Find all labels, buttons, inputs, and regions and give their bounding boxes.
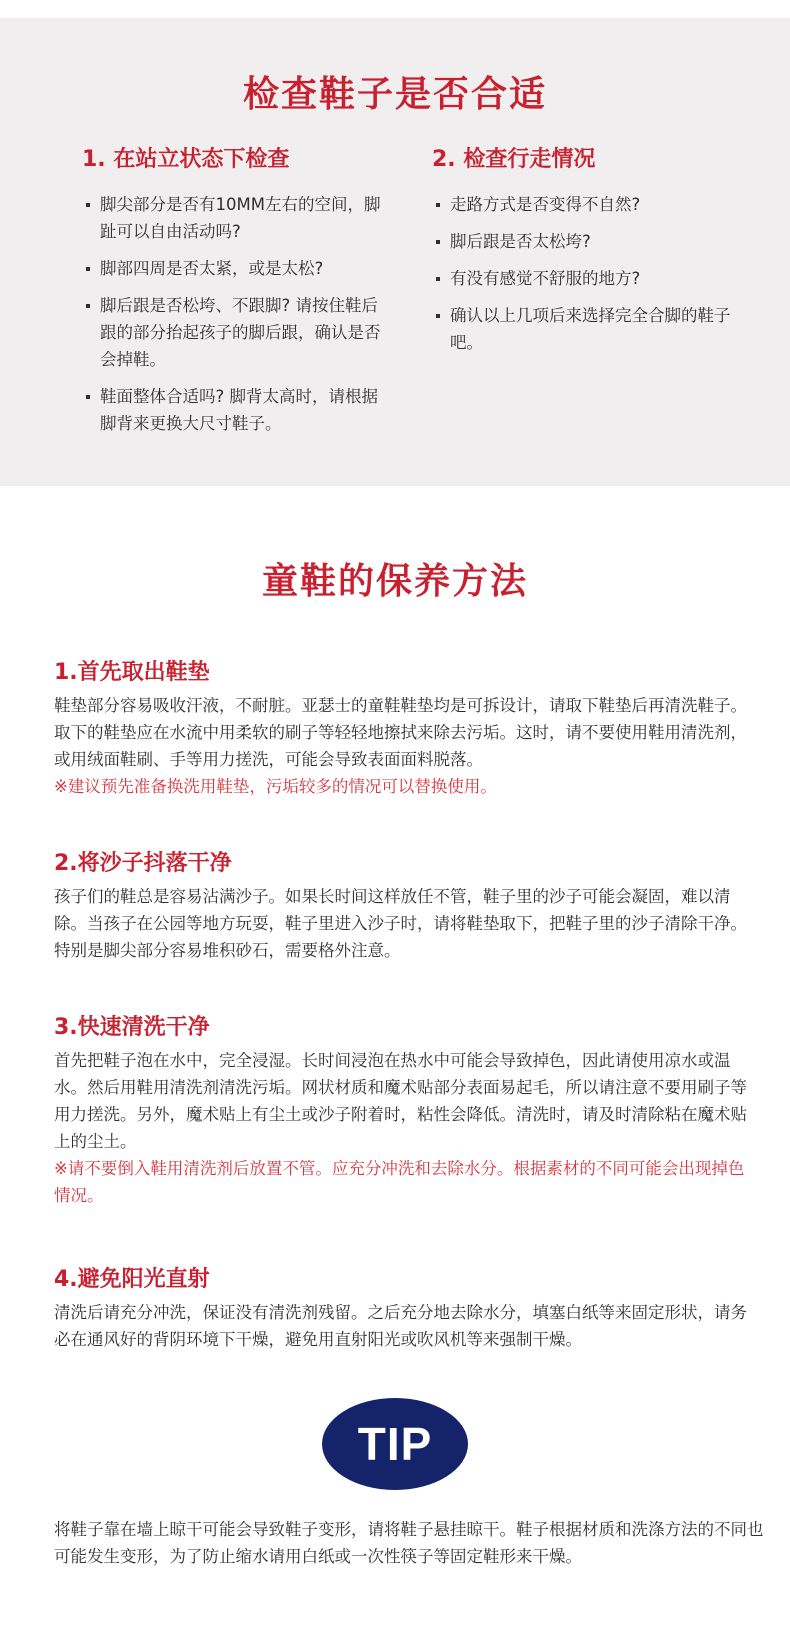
care-section-insole [54,655,754,800]
care-section-body: 孩子们的鞋总是容易沾满沙子。如果长时间这样放任不管，鞋子里的沙子可能会凝固，难以清除。当孩子在公园等地方玩耍，鞋子里进入沙子时，请将鞋垫取下，把鞋子里的沙子清除干净。特别是脚尖部分容易堆积砂石，需要格外注意。 [54,887,747,960]
care-section-sunlight [54,1262,754,1353]
list-item: 走路方式是否变得不自然? [432,191,742,218]
care-section-note: ※请不要倒入鞋用清洗剂后放置不管。应充分冲洗和去除水分。根据素材的不同可能会出现掉色情况。 [54,1159,745,1205]
fit-check-title: 检查鞋子是否合适 [242,74,547,115]
list-item: 有没有感觉不舒服的地方? [432,265,742,292]
care-section-heading: 4.避免阳光直射 [54,1267,210,1292]
care-section-wash [54,1010,754,1209]
walking-check-heading: 2. 检查行走情况 [432,147,596,172]
care-section-body: 鞋垫部分容易吸收汗液，不耐脏。亚瑟士的童鞋鞋垫均是可拆设计，请取下鞋垫后再清洗鞋子。取下的鞋垫应在水流中用柔软的刷子等轻轻地擦拭来除去污垢。这时，请不要使用鞋用清洗剂，或用绒面鞋刷、手等用力搓洗，可能会导致表面面料脱落。 [54,696,747,769]
care-section-heading: 2.将沙子抖落干净 [54,851,232,876]
list-item: 确认以上几项后来选择完全合脚的鞋子吧。 [432,302,742,356]
care-section-body: 首先把鞋子泡在水中，完全浸湿。长时间浸泡在热水中可能会导致掉色，因此请使用凉水或温水。然后用鞋用清洗剂清洗污垢。网状材质和魔术贴部分表面易起毛，所以请注意不要用刷子等用力搓洗。另外，魔术贴上有尘土或沙子附着时，粘性会降低。清洗时，请及时清除粘在魔术贴上的尘土。 [54,1051,747,1151]
list-item: 脚后跟是否松垮、不跟脚? 请按住鞋后跟的部分抬起孩子的脚后跟，确认是否会掉鞋。 [82,292,382,373]
list-item: 脚后跟是否太松垮? [432,228,742,255]
standing-check-heading: 1. 在站立状态下检查 [82,147,290,172]
standing-check-list [82,191,382,437]
standing-check-column [82,142,382,447]
care-section-sand [54,846,754,964]
care-method-title: 童鞋的保养方法 [261,561,528,602]
care-section-body: 清洗后请充分冲洗，保证没有清洗剂残留。之后充分地去除水分，填塞白纸等来固定形状，请务必在通风好的背阴环境下干燥，避免用直射阳光或吹风机等来强制干燥。 [54,1303,747,1349]
care-section-heading: 1.首先取出鞋垫 [54,660,210,685]
tip-badge: TIP [322,1398,468,1490]
fit-check-section [0,18,790,486]
care-section-heading: 3.快速清洗干净 [54,1015,210,1040]
list-item: 脚尖部分是否有10MM左右的空间，脚趾可以自由活动吗? [82,191,382,245]
list-item: 脚部四周是否太紧，或是太松? [82,255,382,282]
tip-text: 将鞋子靠在墙上晾干可能会导致鞋子变形，请将鞋子悬挂晾干。鞋子根据材质和洗涤方法的不同也可能发生变形，为了防止缩水请用白纸或一次性筷子等固定鞋形来干燥。 [54,1520,764,1566]
walking-check-column [432,142,742,366]
walking-check-list [432,191,742,356]
list-item: 鞋面整体合适吗? 脚背太高时，请根据脚背来更换大尺寸鞋子。 [82,383,382,437]
care-section-note: ※建议预先准备换洗用鞋垫，污垢较多的情况可以替换使用。 [54,777,497,796]
